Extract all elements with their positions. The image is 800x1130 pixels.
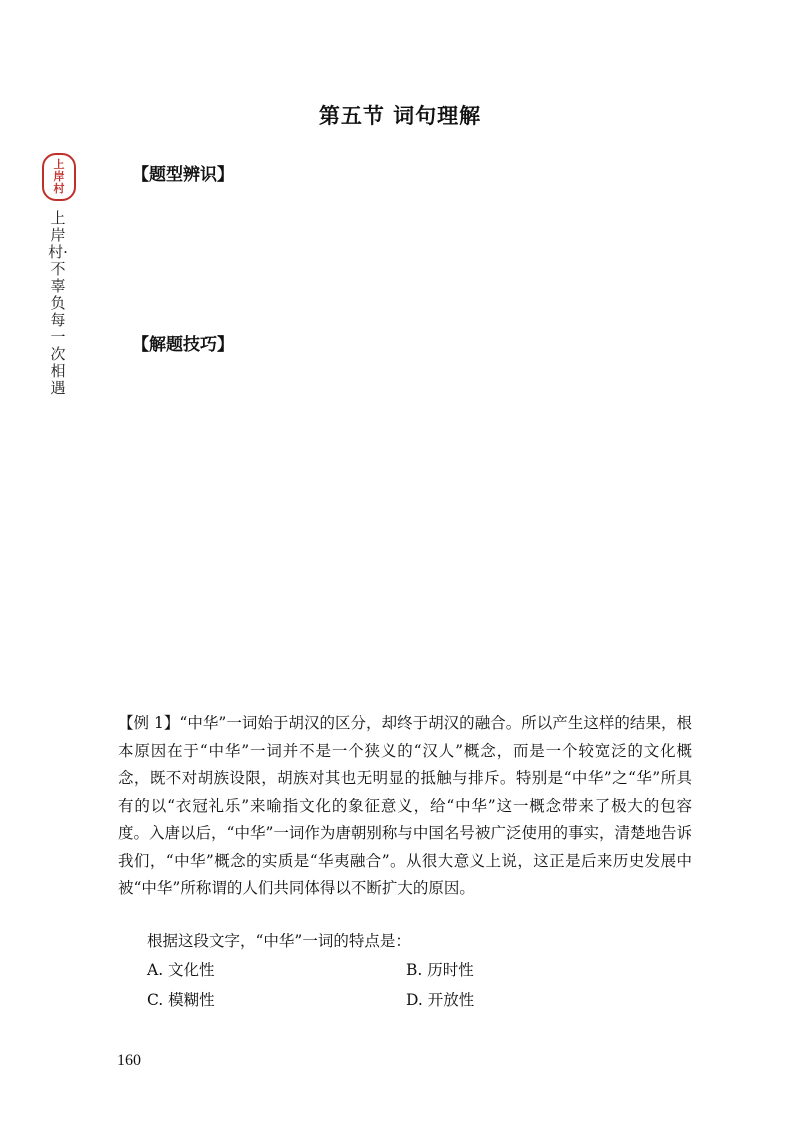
heading-type-recognition: 【题型辨识】 <box>132 165 234 185</box>
page-number: 160 <box>117 1052 141 1069</box>
seal-stamp-icon <box>42 153 76 201</box>
option-a: A. 文化性 <box>147 961 215 979</box>
question-stem: 根据这段文字，“中华”一词的特点是： <box>147 932 411 950</box>
option-d: D. 开放性 <box>406 991 475 1009</box>
example-paragraph <box>118 710 692 903</box>
section-title: 第五节 词句理解 <box>318 104 482 128</box>
example-text: “中华”一词始于胡汉的区分，却终于胡汉的融合。所以产生这样的结果，根本原因在于“中华”一词并不是一个狭义的“汉人”概念，而是一个较宽泛的文化概念，既不对胡族设限，胡族对其也无明显的抵触与排斥。特别是“中华”之“华”所具有的以“衣冠礼乐”来喻指文化的象征意义，给“中华”这一概念带来了极大的包容度。入唐以后，“中华”一词作为唐朝别称与中国名号被广泛使用的事实，清楚地告诉我们，“中华”概念的实质是“华夷融合”。从很大意义上说，这正是后来历史发展中被“中华”所称谓的人们共同体得以不断扩大的原因。 <box>118 714 692 897</box>
seal-char: 岸 <box>53 170 65 183</box>
seal-char: 村 <box>53 182 65 195</box>
heading-solving-skills: 【解题技巧】 <box>132 335 234 355</box>
option-c: C. 模糊性 <box>147 991 215 1009</box>
example-label: 【例 1】 <box>118 714 180 732</box>
side-motto: 上岸村·不辜负每一次相遇 <box>48 209 68 397</box>
option-b: B. 历时性 <box>406 961 474 979</box>
seal-char: 上 <box>53 158 65 171</box>
